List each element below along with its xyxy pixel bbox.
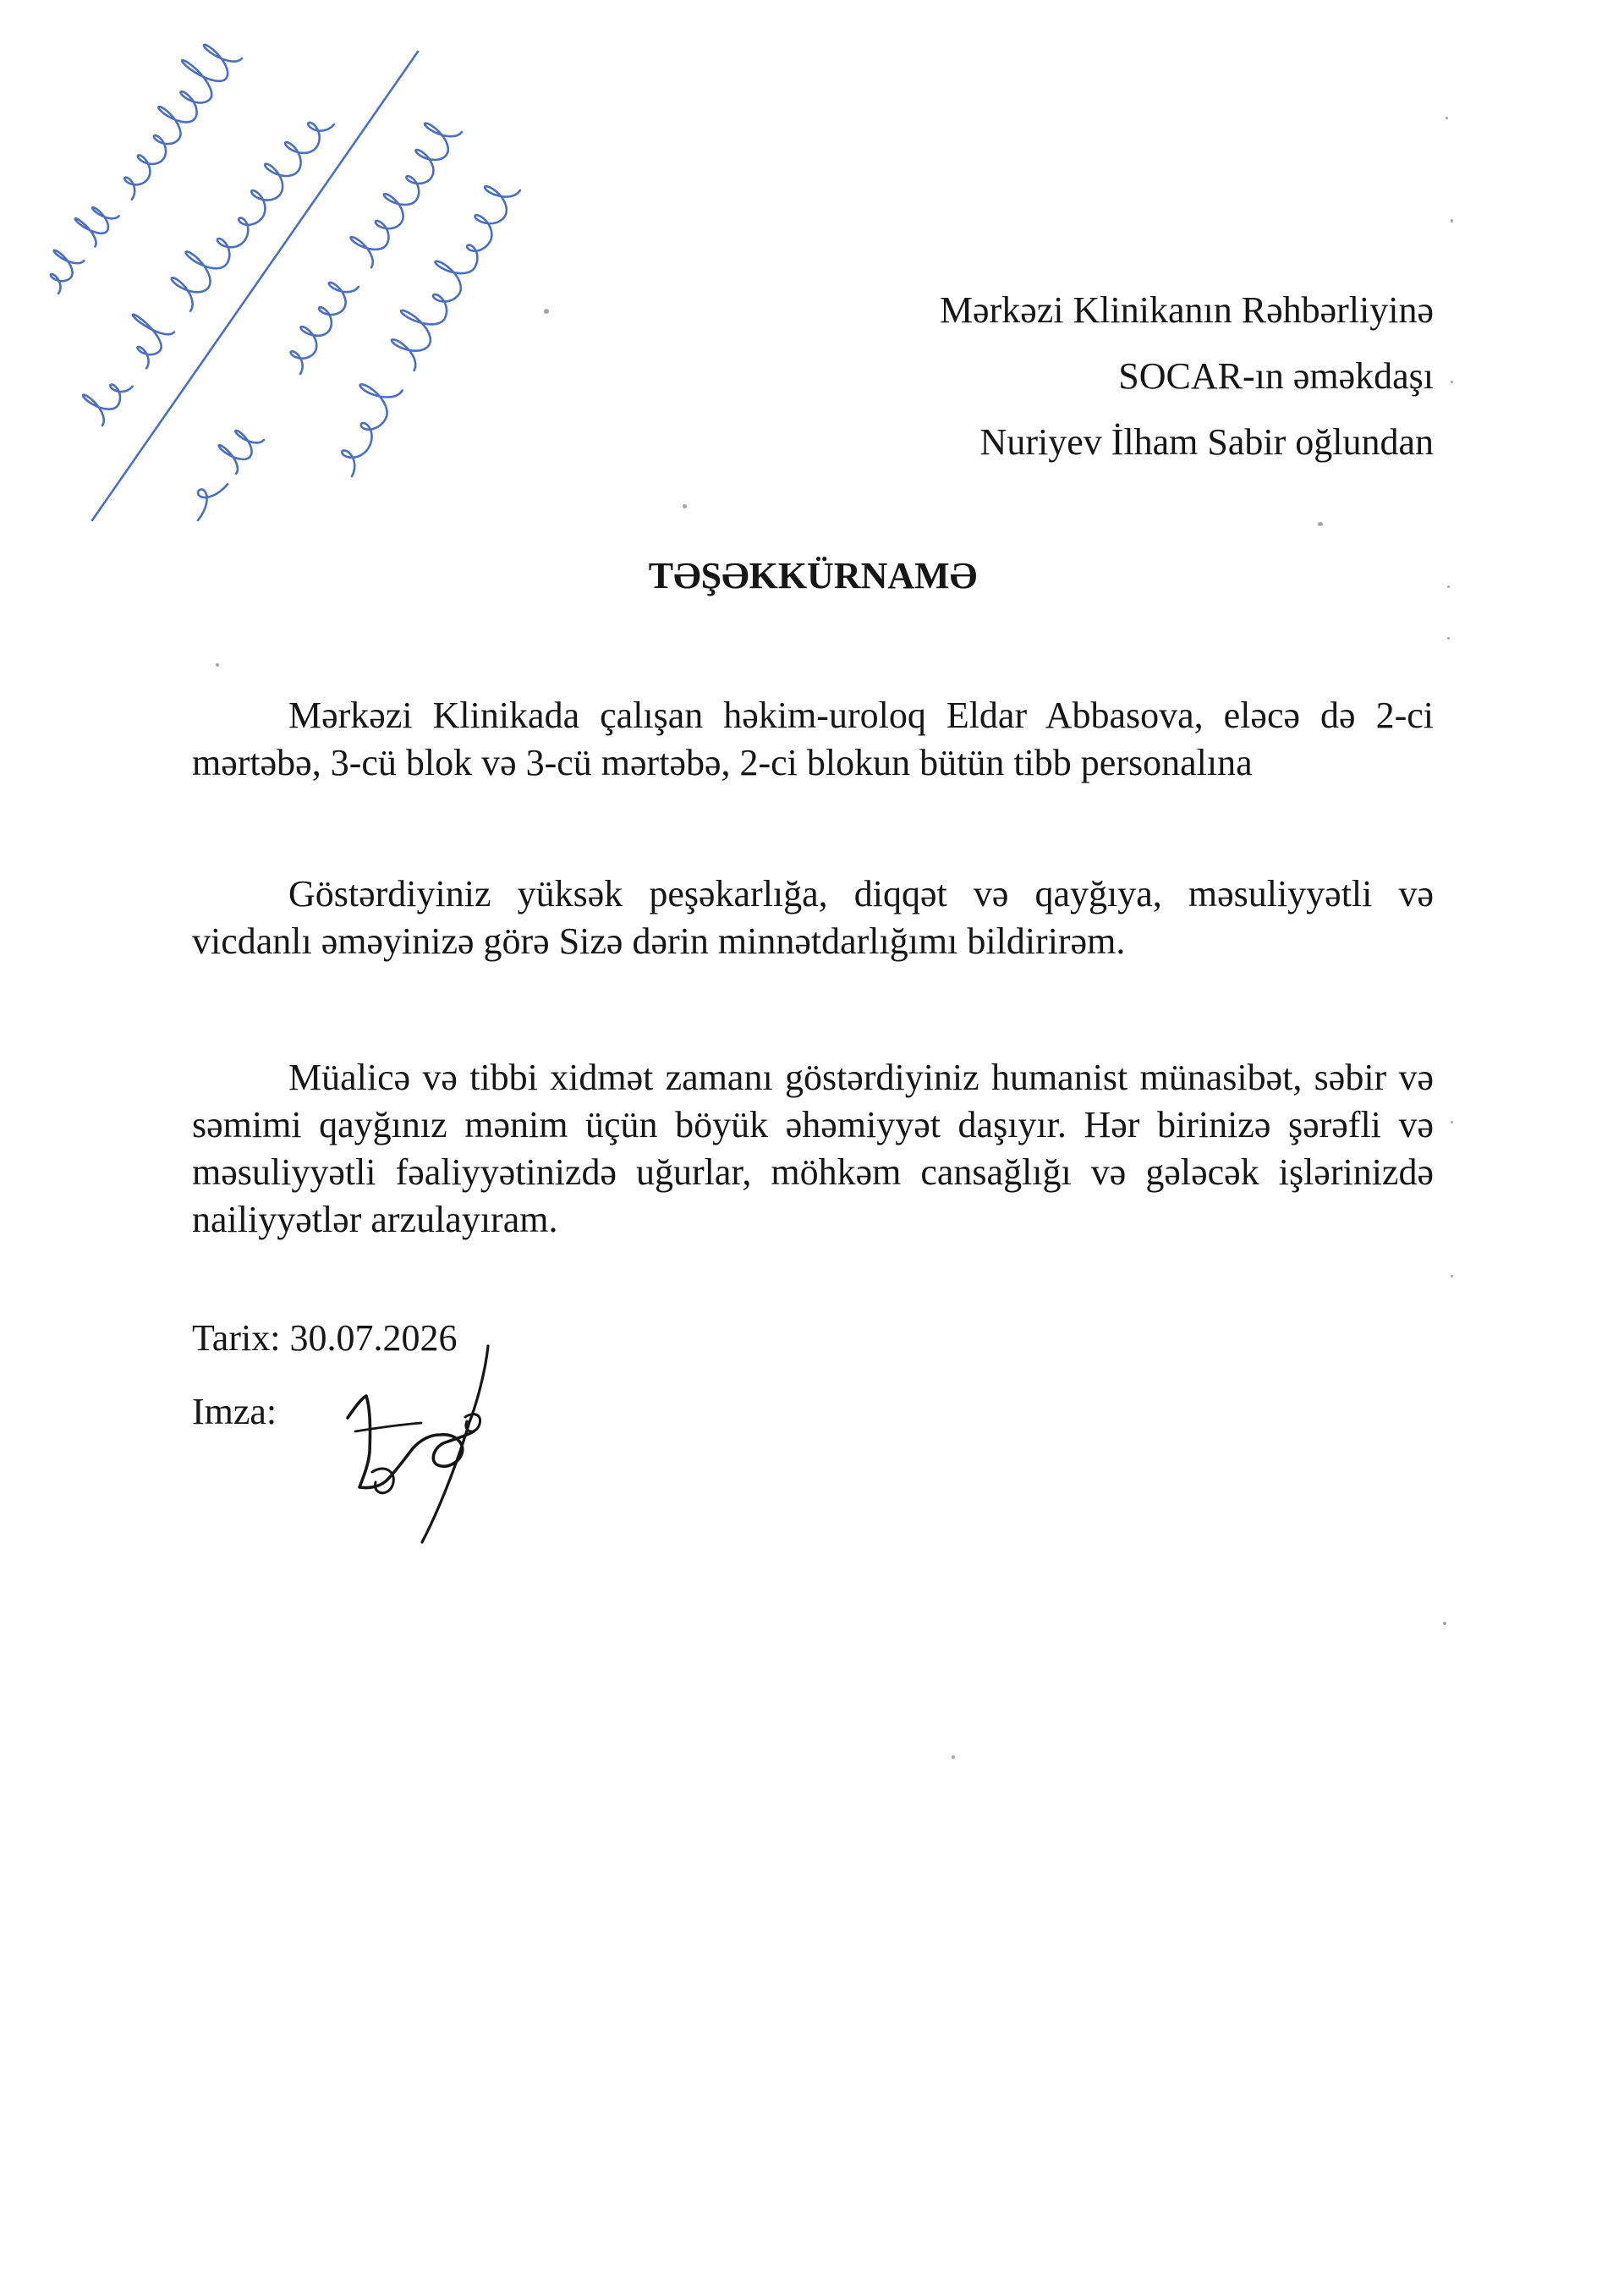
scan-speck xyxy=(1451,219,1453,222)
scan-speck xyxy=(1451,381,1453,383)
scan-speck xyxy=(952,1755,955,1759)
body-paragraph: Mərkəzi Klinikada çalışan həkim-uroloq Eldar Abbasova, eləcə də 2-ci mərtəbə, 3-cü blok və 3-cü mərtəbə, 2-ci blokun bütün tibb personalına xyxy=(192,695,1434,783)
resolution-slash-line xyxy=(92,52,418,520)
scan-speck xyxy=(683,504,687,508)
handwriting-stroke xyxy=(51,250,85,294)
handwriting-stroke xyxy=(219,431,264,474)
addressee-line: Nuriyev İlham Sabir oğlundan xyxy=(979,421,1434,463)
handwriting-stroke xyxy=(124,45,242,200)
scan-speck xyxy=(1446,117,1448,119)
handwriting-stroke xyxy=(198,484,228,520)
addressee-line: SOCAR-ın əməkdaşı xyxy=(1118,355,1434,397)
scan-speck xyxy=(216,663,219,667)
document-title: TƏŞƏKKÜRNAMƏ xyxy=(648,555,978,596)
body-paragraph: Göstərdiyiniz yüksək peşəkarlığa, diqqət və qayğıya, məsuliyyətli və vicdanlı əməyinizə görə Sizə dərin minnətdarlığımı bildirirəm. xyxy=(192,873,1434,962)
scan-speck xyxy=(544,309,549,314)
handwriting-stroke xyxy=(133,315,174,369)
scan-speck xyxy=(1447,637,1450,640)
signature-stroke xyxy=(422,1346,488,1542)
scan-speck xyxy=(1451,1275,1453,1277)
scan-speck xyxy=(1451,1121,1453,1123)
scan-speck xyxy=(1443,1622,1446,1625)
date-value: 30.07.2026 xyxy=(289,1317,458,1359)
signature-stroke xyxy=(355,1423,421,1431)
signature-stroke xyxy=(372,1469,393,1493)
handwriting-stroke xyxy=(392,186,520,371)
scan-speck xyxy=(1318,522,1323,526)
handwritten-resolution xyxy=(0,0,592,592)
signature-label: Imza: xyxy=(192,1391,277,1432)
body-paragraph: Müalicə və tibbi xidmət zamanı göstərdiyiniz humanist münasibət, səbir və səmimi qayğınız mənim üçün böyük əhəmiyyət daşıyır. Hər birinizə şərəfli və məsuliyyətli fəaliyyətinizdə uğurlar, möhkəm cansağlığı və gələcək işlərinizdə nailiyyətlər arzulayıram. xyxy=(192,1057,1434,1240)
scan-speck xyxy=(1447,585,1450,588)
handwriting-stroke xyxy=(75,207,119,246)
date-label: Tarix: xyxy=(192,1317,281,1359)
signature-stroke xyxy=(348,1396,474,1488)
addressee-block xyxy=(940,277,1434,475)
handwriting-stroke xyxy=(342,384,403,476)
handwritten-signature xyxy=(338,1337,508,1557)
addressee-line: Mərkəzi Klinikanın Rəhbərliyinə xyxy=(939,289,1434,331)
handwriting-stroke xyxy=(83,385,133,426)
handwriting-stroke xyxy=(291,283,359,374)
handwriting-stroke xyxy=(351,124,462,268)
handwriting-stroke xyxy=(172,123,334,311)
signature-line xyxy=(192,1388,277,1436)
